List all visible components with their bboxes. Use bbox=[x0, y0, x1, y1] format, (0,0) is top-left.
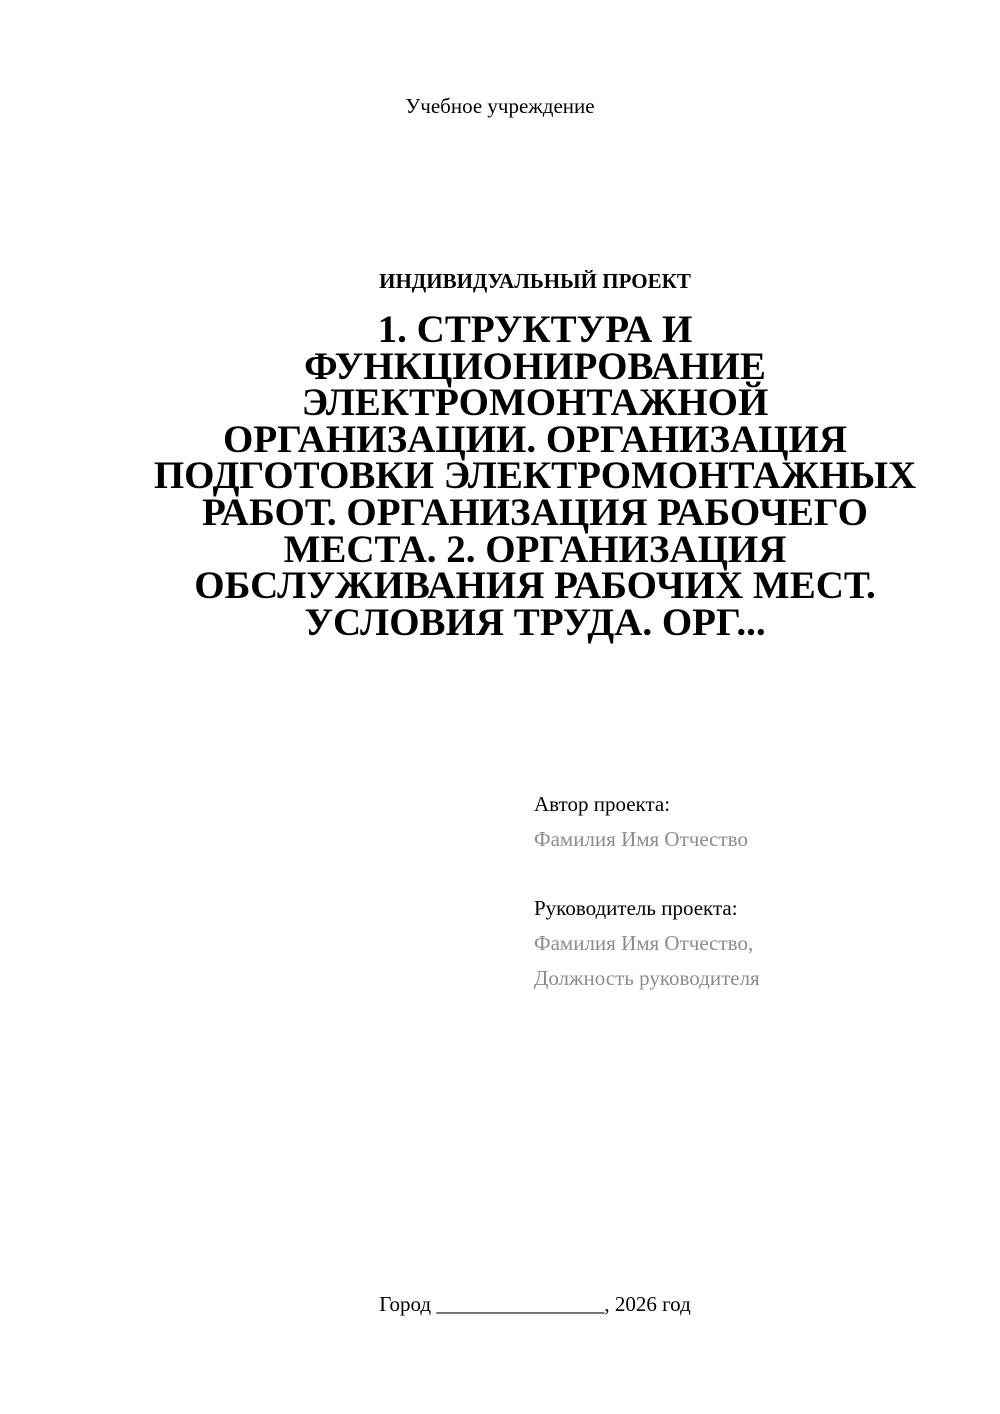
institution-name: Учебное учреждение bbox=[405, 94, 595, 118]
project-title: 1. СТРУКТУРА И ФУНКЦИОНИРОВАНИЕ ЭЛЕКТРОМОНТАЖНОЙ ОРГАНИЗАЦИИ. ОРГАНИЗАЦИЯ ПОДГОТОВКИ ЭЛЕКТРОМОНТАЖНЫХ РАБОТ. ОРГАНИЗАЦИЯ РАБОЧЕГО МЕСТА. 2. ОРГАНИЗАЦИЯ ОБСЛУЖИВАНИЯ РАБОЧИХ МЕСТ. УСЛОВИЯ ТРУДА. ОРГ... bbox=[153, 308, 917, 644]
credits-spacer bbox=[534, 857, 974, 891]
credits-block bbox=[534, 787, 974, 996]
author-name: Фамилия Имя Отчество bbox=[534, 827, 748, 851]
supervisor-position: Должность руководителя bbox=[534, 966, 760, 990]
supervisor-name: Фамилия Имя Отчество, bbox=[534, 931, 754, 955]
supervisor-label: Руководитель проекта: bbox=[534, 896, 738, 920]
city-year-line: Город ________________, 2026 год bbox=[379, 1292, 691, 1316]
document-type: ИНДИВИДУАЛЬНЫЙ ПРОЕКТ bbox=[379, 269, 691, 293]
author-label: Автор проекта: bbox=[534, 792, 671, 816]
